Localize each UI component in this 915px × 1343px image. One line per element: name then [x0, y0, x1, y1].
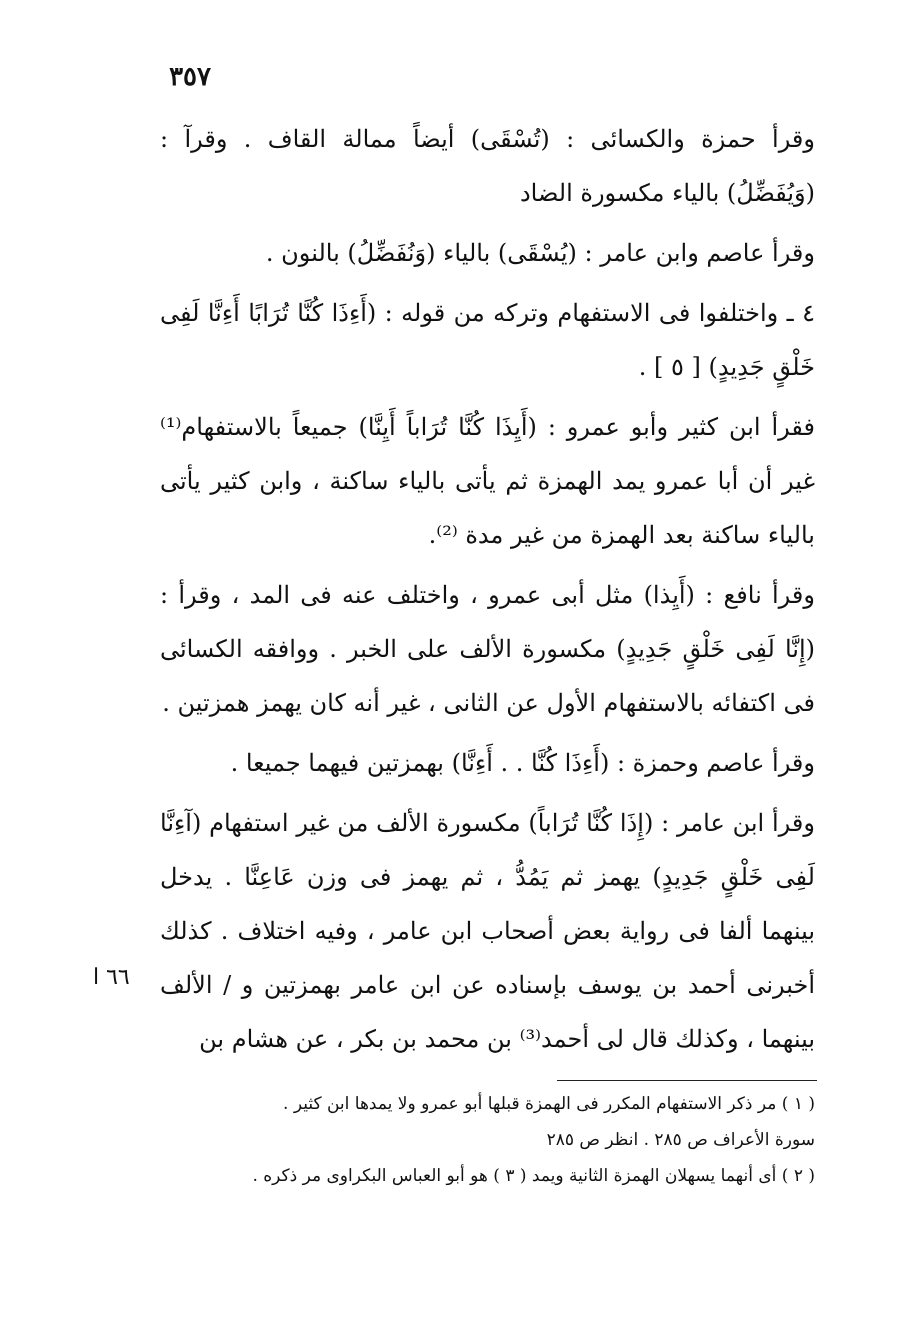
paragraph-1: وقرأ حمزة والكسائى : (تُسْقَى) أيضاً ممالة القاف . وقرآ : (وَيُفَضِّلُ) بالياء مكسورة الضاد	[160, 125, 815, 207]
paragraph-6: وقرأ عاصم وحمزة : (أَءِذَا كُنَّا . . أَءِنَّا) بهمزتين فيهما جميعا .	[230, 749, 815, 777]
page-number: ٣٥٧	[169, 62, 211, 92]
paragraph-7: وقرأ ابن عامر : (إِذَا كُنَّا تُرَاباً) مكسورة الألف من غير استفهام (آءِنَّا لَفِى خَلْقٍ جَدِيدٍ) يهمز ثم يَمُدُّ ، ثم يهمز فى وزن عَاعِنَّا . يدخل بينهما ألفا فى رواية بعض أصحاب ابن عامر ، وفيه اختلاف . كذلك أخبرنى أحمد بن يوسف بإسناده عن ابن عامر بهمزتين و / الألف بينهما ، وكذلك قال لى أحمد⁽³⁾ بن محمد بن بكر ، عن هشام بن	[160, 809, 816, 1053]
footnote-line-3: ( ٢ ) أى أنهما يسهلان الهمزة الثانية ويمد ( ٣ ) هو أبو العباس البكراوى مر ذكره .	[252, 1166, 815, 1186]
main-text	[160, 112, 815, 1066]
footnote-line-2: سورة الأعراف ص ٢٨٥ . انظر ص ٢٨٥	[546, 1130, 815, 1150]
footnote-line-1: ( ١ ) مر ذكر الاستفهام المكرر فى الهمزة قبلها أبو عمرو ولا يمدها ابن كثير .	[283, 1094, 815, 1114]
footnote-divider	[557, 1080, 817, 1081]
footnotes	[160, 1086, 815, 1194]
paragraph-4: فقرأ ابن كثير وأبو عمرو : (أَيِذَا كُنَّا تُرَاباً أَيِنَّا) جميعاً بالاستفهام⁽¹⁾ غير أن أبا عمرو يمد الهمزة ثم يأتى بالياء ساكنة ، وابن كثير يأتى بالياء ساكنة بعد الهمزة من غير مدة ⁽²⁾.	[160, 413, 815, 549]
paragraph-2: وقرأ عاصم وابن عامر : (يُسْقَى) بالياء (وَنُفَضِّلُ) بالنون .	[265, 239, 815, 267]
paragraph-3: ٤ ـ واختلفوا فى الاستفهام وتركه من قوله : (أَءِذَا كُنَّا تُرَابًا أَءِنَّا لَفِى خَلْقٍ جَدِيدٍ) [ ٥ ] .	[160, 299, 815, 381]
margin-folio-note: ٦٦ ا	[93, 965, 130, 990]
paragraph-5: وقرأ نافع : (أَيِذا) مثل أبى عمرو ، واختلف عنه فى المد ، وقرأ : (إِنَّا لَفِى خَلْقٍ جَدِيدٍ) مكسورة الألف على الخبر . ووافقه الكسائى فى اكتفائه بالاستفهام الأول عن الثانى ، غير أنه كان يهمز همزتين .	[160, 581, 815, 717]
